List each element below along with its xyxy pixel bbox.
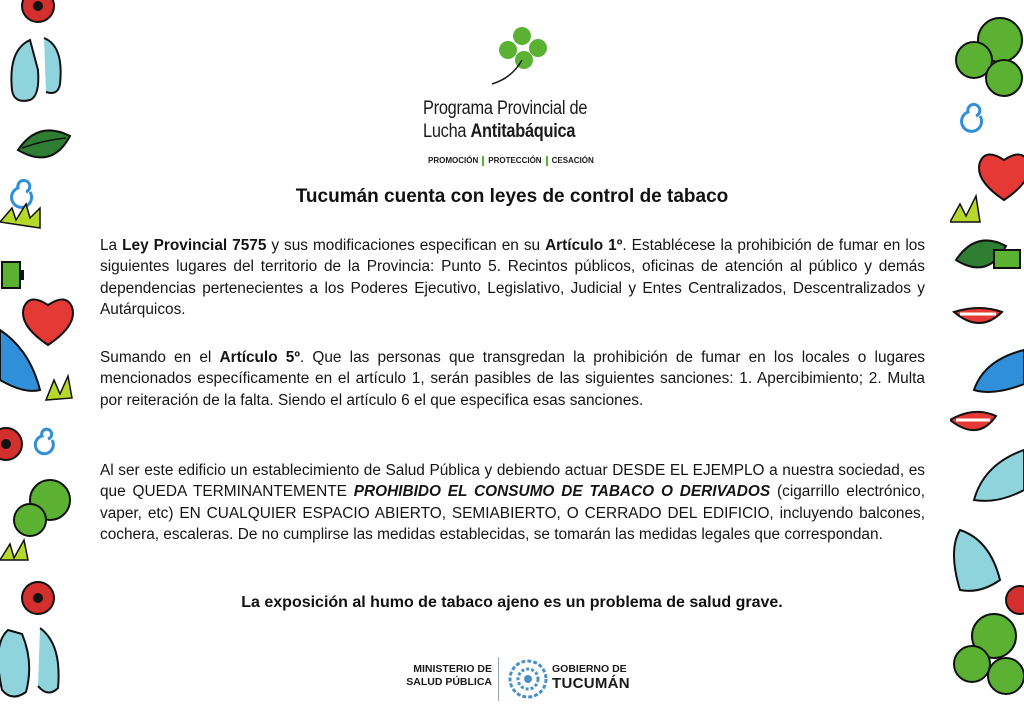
footer-separator (498, 657, 499, 701)
soccer-ball-icon (0, 428, 22, 460)
p1-text-3: . Establécese la prohibición de fumar en los siguientes lugares del territorio de la Provincia: Punto 5. Recintos públicos, oficinas de atención al público y demás dependencias pertenecientes a los Poderes Ejecutivo, Legislativo, Judicial y Entes Centralizados, Descentralizados y Autárquicos. (100, 237, 926, 318)
tag-proteccion: PROTECCIÓN (488, 156, 542, 165)
soccer-ball-icon (22, 0, 54, 22)
page-title: Tucumán cuenta con leyes de control de tabaco (295, 186, 729, 207)
bird-icon (974, 450, 1024, 501)
gov-line-1: GOBIERNO DE (552, 663, 627, 675)
closing-statement: La exposición al humo de tabaco ajeno es un problema de salud grave. (241, 594, 783, 611)
right-border-pattern (950, 0, 1024, 724)
mouth-icon (954, 308, 1002, 323)
left-border-pattern (0, 0, 76, 724)
clover-icon (954, 614, 1024, 694)
ministry-logo-text (390, 663, 492, 689)
logo-line-2-regular: Lucha (423, 121, 471, 142)
grass-icon (46, 376, 72, 400)
leaf-icon (18, 130, 70, 157)
spiral-icon (962, 104, 982, 131)
p1-bold-articulo: Artículo 1º (545, 237, 623, 254)
p2-bold-articulo: Artículo 5º (219, 349, 300, 366)
tag-promocion: PROMOCIÓN (428, 156, 479, 165)
heart-icon (23, 299, 73, 345)
paragraph-ley-provincial (100, 235, 925, 320)
p2-text-1: Sumando en el (100, 349, 220, 366)
battery-icon (2, 262, 24, 288)
logo-line-2-bold: Antitabáquica (470, 121, 576, 142)
government-logo-text (552, 663, 630, 692)
ministry-line-2: SALUD PÚBLICA (406, 676, 492, 688)
heart-icon (979, 154, 1024, 200)
footer-logos (390, 655, 640, 705)
tag-cesacion: CESACIÓN (551, 156, 594, 165)
paragraph-prohibicion (100, 460, 925, 545)
mouth-icon (950, 412, 996, 430)
battery-icon (994, 250, 1020, 268)
lung-icon (954, 530, 1000, 591)
soccer-ball-icon (22, 582, 54, 614)
clover-icon (488, 20, 558, 90)
p3-text-1: Al ser este edificio un establecimiento de Salud Pública y debiendo actuar DESDE EL EJEMPLO a nuestra sociedad, es que QUEDA TERMINANTEMENTE (100, 462, 925, 501)
lung-icon (11, 38, 60, 101)
spiral-icon (35, 429, 53, 454)
p3-bold-italic-prohibido: PROHIBIDO EL CONSUMO DE TABACO O DERIVADOS (353, 483, 771, 501)
p3-text-2: (cigarrillo electrónico, vaper, etc) EN CUALQUIER ESPACIO ABIERTO, SEMIABIERTO, O CERRADO DEL EDIFICIO, incluyendo balcones, cochera, escaleras. De no cumplirse las medidas establecidas, se tomarán las medidas legales que correspondan. (100, 483, 925, 543)
soccer-ball-icon (1006, 586, 1024, 614)
right-decorative-border (950, 0, 1024, 724)
clover-icon (956, 18, 1022, 96)
bird-icon (0, 330, 40, 391)
p1-text-1: La (100, 237, 123, 254)
clover-icon (14, 480, 70, 536)
grass-icon (950, 196, 980, 222)
government-seal-icon (508, 659, 548, 699)
spiral-icon (12, 180, 32, 207)
logo-line-1: Programa Provincial de (423, 98, 588, 119)
program-logo (418, 20, 618, 165)
bird-icon (974, 350, 1024, 392)
paragraph-articulo-5 (100, 347, 925, 411)
lung-icon (0, 628, 59, 697)
left-decorative-border (0, 0, 76, 724)
ministry-line-1: MINISTERIO DE (413, 663, 492, 675)
p1-bold-ley: Ley Provincial 7575 (122, 237, 267, 254)
p2-text-2: . Que las personas que transgredan la prohibición de fumar en los locales o lugares mencionados específicamente en el artículo 1, serán pasibles de las siguientes sanciones: 1. Apercibimiento; 2. Multa por reiteración de la falta. Siendo el artículo 6 el que especifica esas sanciones. (100, 349, 926, 409)
p1-text-2: y sus modificaciones especifican en su (266, 237, 546, 254)
gov-line-2: TUCUMÁN (552, 675, 630, 692)
grass-icon (0, 540, 28, 560)
logo-tagline (424, 156, 598, 166)
logo-line-2 (423, 121, 575, 143)
